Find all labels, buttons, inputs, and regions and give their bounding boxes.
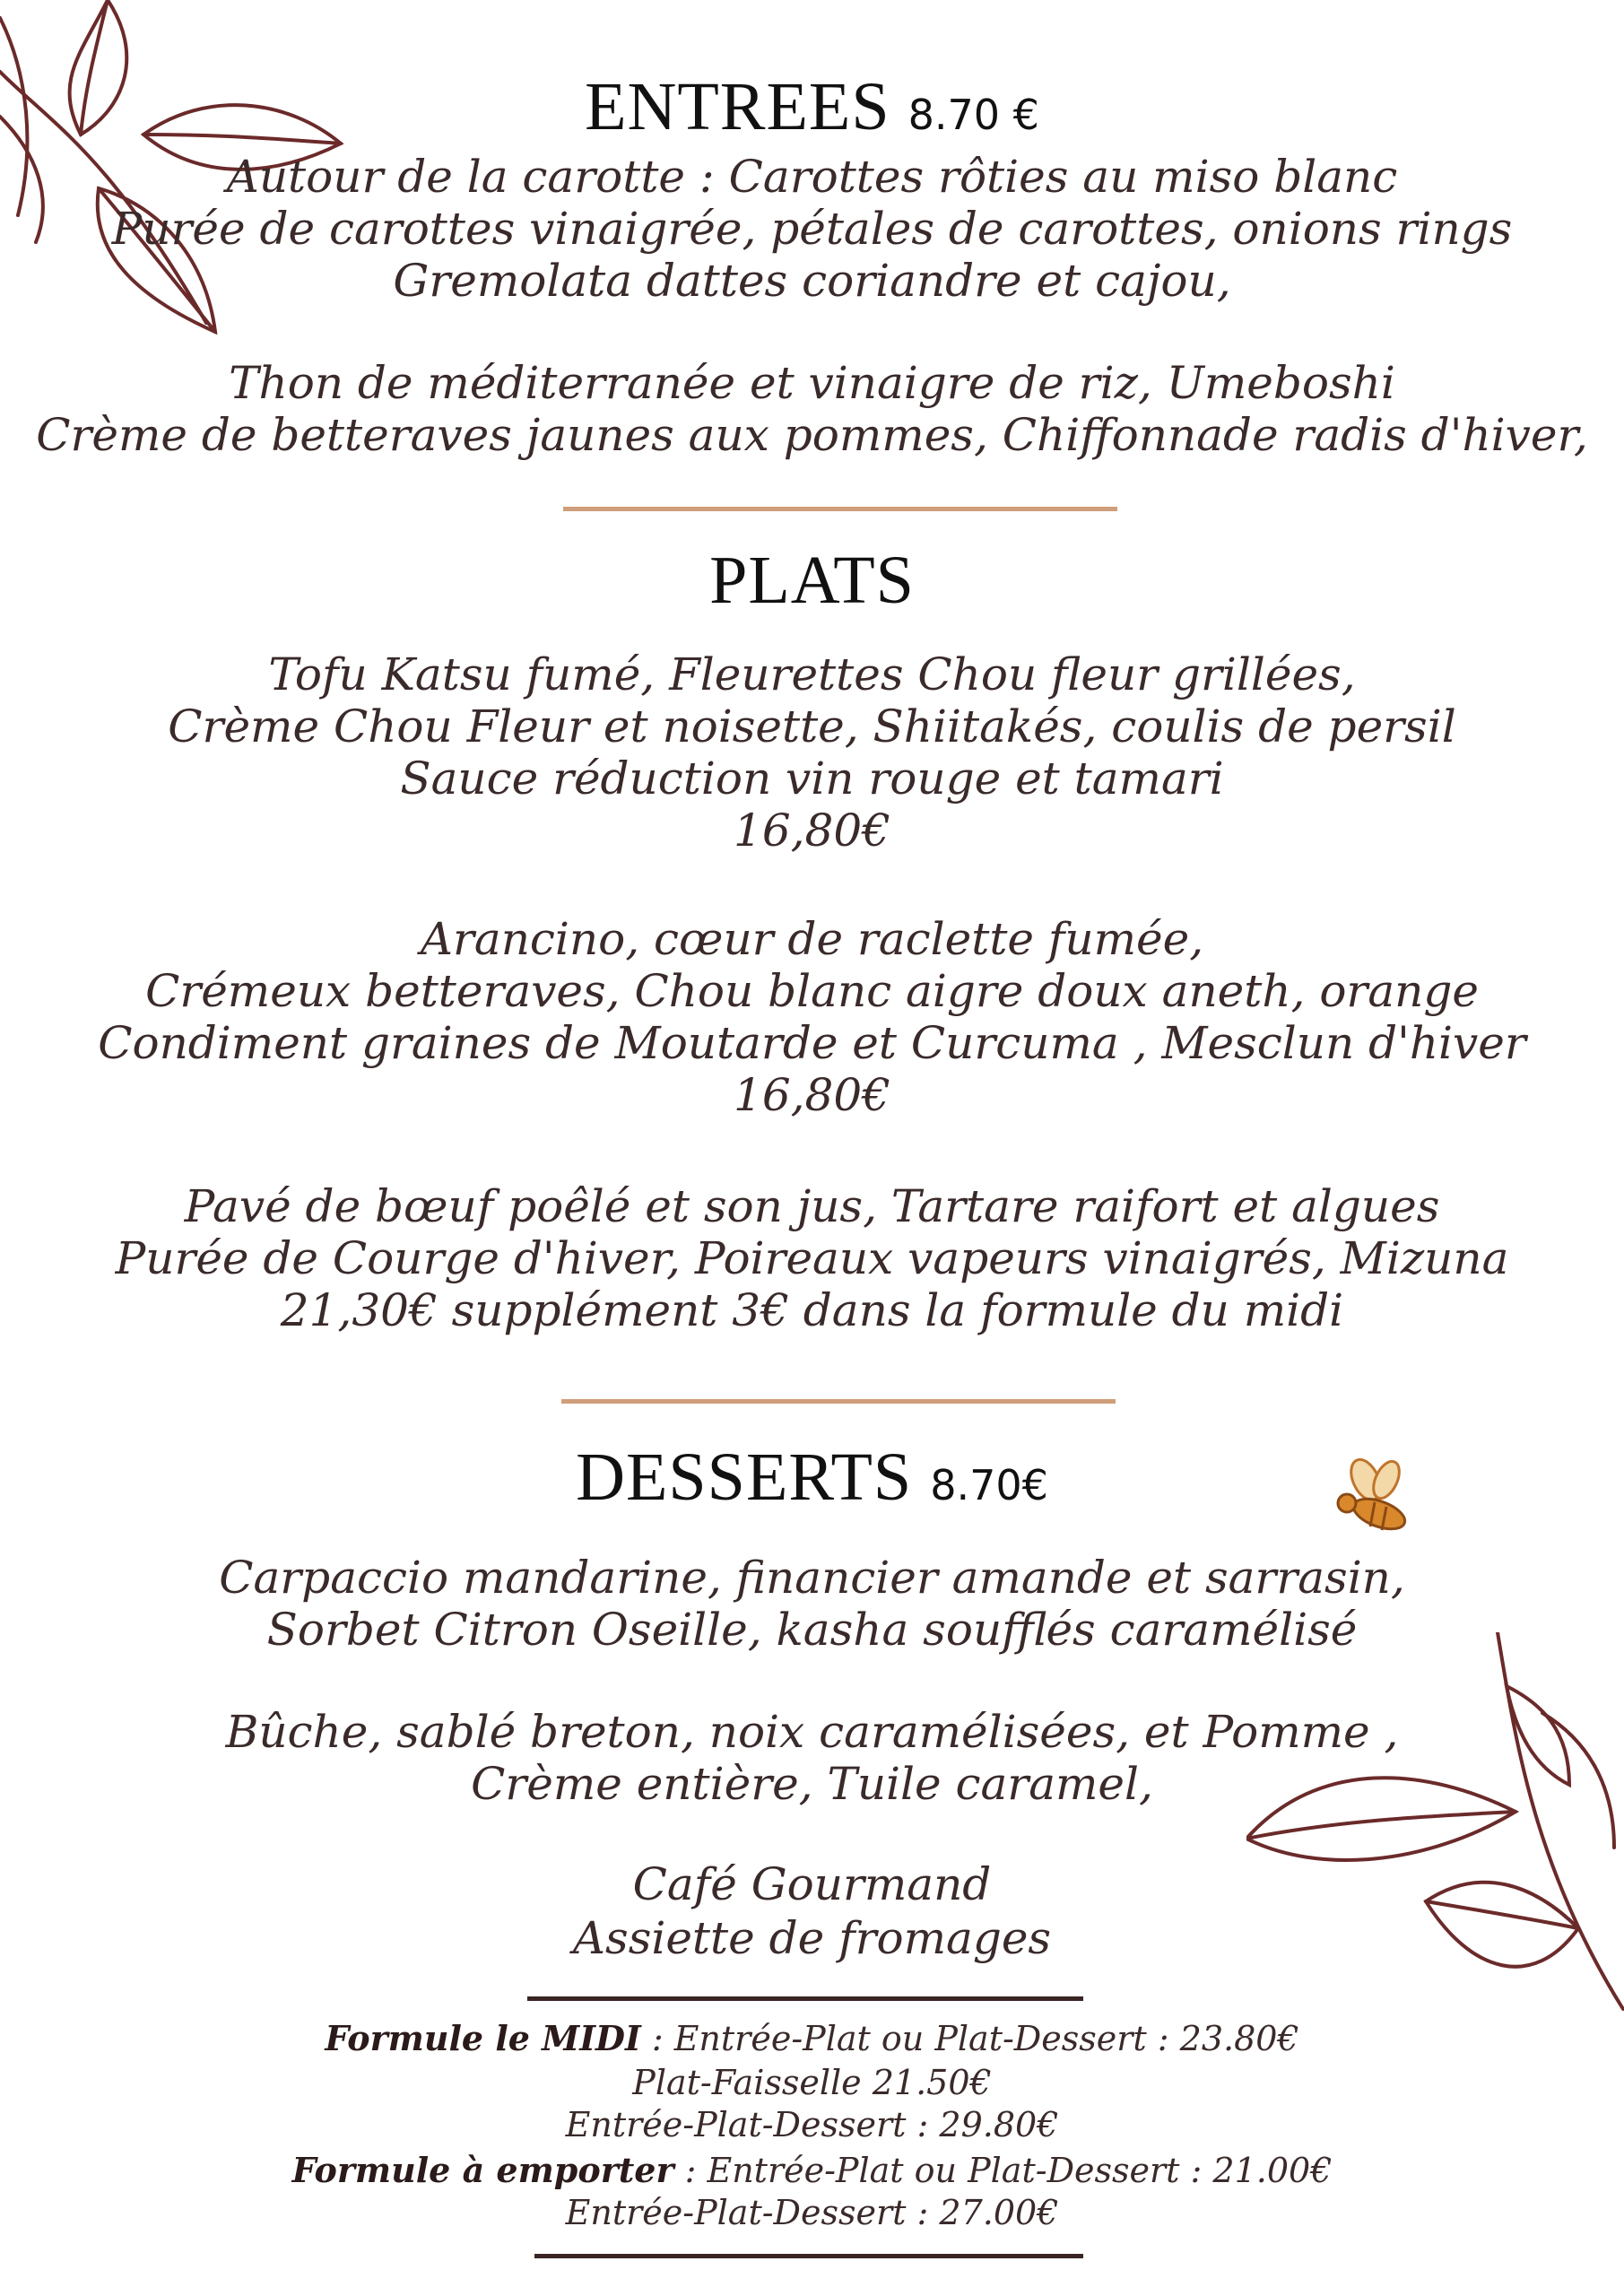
formula-midi-label: Formule le MIDI: [325, 2018, 641, 2058]
entree-line: Thon de méditerranée et vinaigre de riz, Umeboshi: [229, 357, 1395, 409]
plat-price: 16,80€: [734, 804, 890, 857]
dessert-line: Carpaccio mandarine, financier amande et sarrasin,: [219, 1552, 1405, 1604]
plat-line: Purée de Courge d'hiver, Poireaux vapeurs vinaigrés, Mizuna: [115, 1232, 1509, 1284]
entrees-title: ENTREES: [585, 69, 890, 144]
dessert-line: Bûche, sablé breton, noix caramélisées, et Pomme ,: [225, 1706, 1399, 1758]
formula-midi: [0, 2018, 1624, 2058]
entree-line: Autour de la carotte : Carottes rôties au miso blanc: [226, 151, 1398, 203]
formula-emporter: [0, 2150, 1624, 2190]
plat-price: 16,80€: [734, 1069, 890, 1121]
plat-line: 21,30€ supplément 3€ dans la formule du midi: [280, 1284, 1344, 1336]
section-divider: [563, 507, 1117, 511]
plat-line: Tofu Katsu fumé, Fleurettes Chou fleur grillées,: [268, 648, 1356, 700]
formula-divider: [527, 1996, 1083, 2001]
formula-emporter-label: Formule à emporter: [291, 2150, 674, 2190]
formula-emporter-text: : Entrée-Plat ou Plat-Dessert : 21.00€: [673, 2151, 1333, 2190]
dessert-line: Crème entière, Tuile caramel,: [471, 1758, 1153, 1810]
formula-midi-text: : Entrée-Plat ou Plat-Dessert : 23.80€: [640, 2019, 1299, 2058]
entree-line: Purée de carottes vinaigrée, pétales de carottes, onions rings: [111, 203, 1513, 255]
plat-line: Arancino, cœur de raclette fumée,: [420, 913, 1204, 965]
plats-heading: [0, 542, 1624, 620]
plat-line: Pavé de bœuf poêlé et son jus, Tartare raifort et algues: [184, 1180, 1440, 1232]
formula-line: Entrée-Plat-Dessert : 27.00€: [565, 2193, 1059, 2232]
plat-line: Crème Chou Fleur et noisette, Shiitakés, coulis de persil: [168, 700, 1456, 752]
desserts-price: 8.70€: [930, 1461, 1048, 1509]
dessert-line: Assiette de fromages: [572, 1912, 1052, 1964]
dessert-line: Café Gourmand: [632, 1858, 992, 1910]
desserts-heading: [0, 1439, 1624, 1517]
plat-line: Condiment graines de Moutarde et Curcuma , Mesclun d'hiver: [98, 1017, 1526, 1069]
section-divider: [561, 1399, 1116, 1404]
formula-line: Plat-Faisselle 21.50€: [632, 2063, 992, 2102]
entree-line: Gremolata dattes coriandre et cajou,: [393, 255, 1231, 307]
plats-title: PLATS: [709, 543, 915, 618]
formula-divider: [534, 2254, 1083, 2258]
entree-line: Crème de betteraves jaunes aux pommes, Chiffonnade radis d'hiver,: [36, 409, 1588, 461]
formula-line: Entrée-Plat-Dessert : 29.80€: [565, 2105, 1059, 2144]
plat-line: Sauce réduction vin rouge et tamari: [400, 752, 1224, 804]
entrees-price: 8.70 €: [908, 91, 1039, 139]
entrees-heading: [0, 68, 1624, 146]
desserts-title: DESSERTS: [576, 1439, 913, 1515]
plat-line: Crémeux betteraves, Chou blanc aigre doux aneth, orange: [145, 965, 1479, 1017]
dessert-line: Sorbet Citron Oseille, kasha soufflés caramélisé: [266, 1604, 1358, 1656]
